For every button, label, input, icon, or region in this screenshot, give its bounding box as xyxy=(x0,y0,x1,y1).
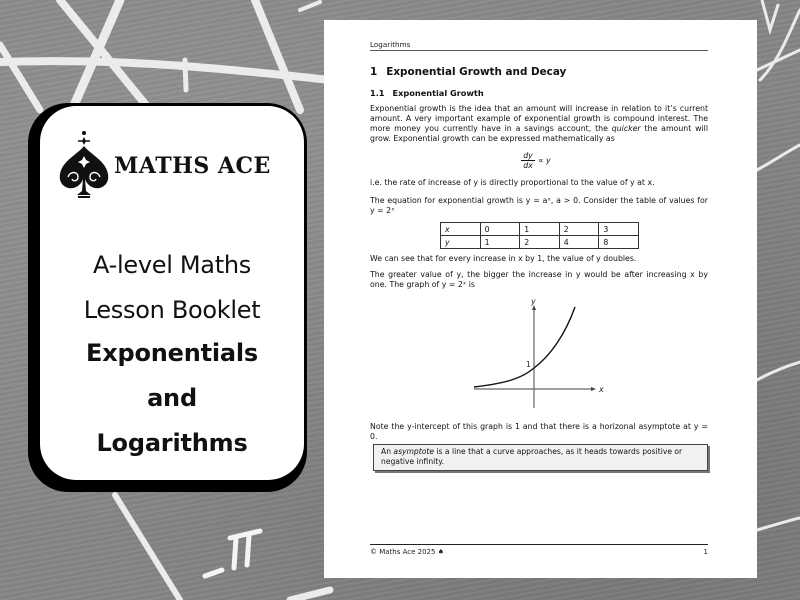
card-line-booklet: Lesson Booklet xyxy=(83,296,261,324)
x-axis-arrow-icon xyxy=(591,387,596,391)
equation-paragraph: The equation for exponential growth is y = aˣ, a > 0. Consider the table of values for y = 2ˣ xyxy=(370,196,708,215)
exponential-curve xyxy=(474,307,575,387)
table-cell: 2 xyxy=(520,236,560,249)
table-cell: 8 xyxy=(599,236,639,249)
ornate-spade-icon xyxy=(58,129,110,204)
section-number: 1 xyxy=(370,66,378,78)
footer-rule xyxy=(370,544,708,545)
subsection-title: Exponential Growth xyxy=(392,88,484,98)
doubling-paragraph: We can see that for every increase in x by 1, the value of y doubles. xyxy=(370,254,637,263)
formula-numerator: dy xyxy=(523,151,533,160)
table-cell: x xyxy=(441,223,481,236)
logo-text: MATHS ACE xyxy=(114,153,271,179)
card-title-and: and xyxy=(147,384,197,412)
page-number: 1 xyxy=(703,548,708,556)
table-cell: 0 xyxy=(480,223,520,236)
section-title: Exponential Growth and Decay xyxy=(386,66,567,78)
table-cell: 4 xyxy=(559,236,599,249)
asymptote-paragraph: Note the y-intercept of this graph is 1 and that there is a horizonal asymptote at y = 0. xyxy=(370,422,708,441)
table-cell: 2 xyxy=(559,223,599,236)
x-axis-label: x xyxy=(599,385,604,394)
table-cell: 1 xyxy=(480,236,520,249)
exponential-graph xyxy=(370,20,708,440)
definition-box: An asymptote is a line that a curve approaches, as it heads towards positive or negative infinity. xyxy=(373,444,708,471)
subsection-number: 1.1 xyxy=(370,88,385,98)
formula-denominator: dx xyxy=(523,161,533,170)
maths-ace-logo xyxy=(58,126,288,206)
running-header: Logarithms xyxy=(370,40,708,51)
formula-rest: ∝ y xyxy=(538,156,551,165)
emphasis-asymptote: asymptote xyxy=(393,447,435,456)
title-card xyxy=(40,106,304,480)
document-page xyxy=(324,20,757,578)
card-title-logarithms: Logarithms xyxy=(96,429,248,457)
graph-intro-paragraph: The greater value of y, the bigger the increase in y would be after increasing x by one. The graph of y = 2ˣ is xyxy=(370,270,708,289)
table-cell: 3 xyxy=(599,223,639,236)
emphasis-quicker: quicker xyxy=(611,124,641,133)
table-cell: y xyxy=(441,236,481,249)
rate-paragraph: i.e. the rate of increase of y is directly proportional to the value of y at x. xyxy=(370,178,655,187)
intercept-label: 1 xyxy=(526,360,531,369)
card-title-exponentials: Exponentials xyxy=(86,339,258,367)
intro-paragraph: Exponential growth is the idea that an amount will increase in relation to it’s current amount. A very important example of exponential growth is compound interest. The more money you currently have in a savings account, the quicker the amount will grow. Exponential growth can be expressed mathematically as xyxy=(370,104,708,143)
y-axis-label: y xyxy=(531,297,536,306)
card-line-level: A-level Maths xyxy=(93,251,251,279)
minus-pi-chalk xyxy=(205,531,260,576)
table-cell: 1 xyxy=(520,223,560,236)
footer-copyright: © Maths Ace 2025 ♠ xyxy=(370,548,444,556)
